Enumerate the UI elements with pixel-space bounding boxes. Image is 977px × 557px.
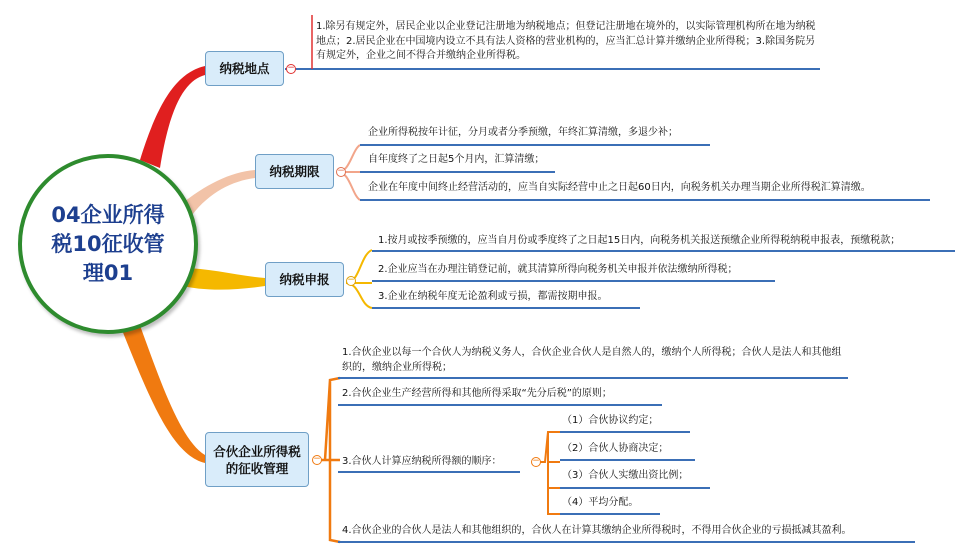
leaf-partnership-3: 3.合伙人计算应纳税所得额的顺序： [342,456,502,467]
leaf-order-1: （1）合伙协议约定； [562,415,659,426]
leaf-tax-period-1: 企业所得税按年计征，分月或者分季预缴，年终汇算清缴，多退少补； [368,127,678,138]
collapse-toggle-icon[interactable]: − [337,166,345,176]
topic-label: 纳税地点 [219,61,270,76]
topic-label: 纳税期限 [269,164,320,179]
collapse-toggle-icon[interactable]: − [313,454,321,464]
leaf-order-2: （2）合伙人协商决定； [562,443,669,454]
leaf-tax-period-2: 自年度终了之日起5个月内，汇算清缴； [368,154,545,165]
topic-tax-filing[interactable] [265,262,344,297]
collapse-toggle-icon[interactable]: − [347,275,355,285]
leaf-partnership-4: 4.合伙企业的合伙人是法人和其他组织的，合伙人在计算其缴纳企业所得税时，不得用合伙企业的亏损抵减其盈利。 [342,525,852,536]
topic-partnership[interactable] [205,432,309,487]
leaf-tax-filing-3: 3.企业在纳税年度无论盈利或亏损，都需按期申报。 [378,291,608,302]
leaf-tax-location-1: 1.除另有规定外，居民企业以企业登记注册地为纳税地点；但登记注册地在境外的，以实际管理机构所在地为纳税地点；2.居民企业在中国境内设立不具有法人资格的营业机构的，应当汇总计算并缴纳企业所得税；3.除国务院另有规定外，企业之间不得合并缴纳企业所得税。 [316,21,816,61]
collapse-toggle-icon[interactable]: − [287,63,295,73]
topic-tax-period[interactable] [255,154,334,189]
leaf-partnership-1: 1.合伙企业以每一个合伙人为纳税义务人，合伙企业合伙人是自然人的，缴纳个人所得税；合伙人是法人和其他组织的，缴纳企业所得税； [342,347,842,373]
leaf-order-4: （4）平均分配。 [562,497,639,508]
central-topic[interactable] [18,154,198,334]
branch-connector-4 [120,320,205,463]
leaf-tax-filing-2: 2.企业应当在办理注销登记前，就其清算所得向税务机关申报并依法缴纳所得税； [378,264,738,275]
leaf-tax-filing-1: 1.按月或按季预缴的，应当自月份或季度终了之日起15日内，向税务机关报送预缴企业所得税纳税申报表，预缴税款； [378,235,901,246]
collapse-toggle-icon[interactable]: − [532,456,540,466]
branch-connector-1 [140,66,205,168]
topic-tax-location[interactable] [205,51,284,86]
topic-label: 合伙企业所得税的征收管理 [213,443,301,476]
central-topic-title: 04企业所得税10征收管理01 [51,202,165,285]
leaf-order-3: （3）合伙人实缴出资比例； [562,470,689,481]
topic-label: 纳税申报 [279,272,330,287]
leaf-tax-period-3: 企业在年度中间终止经营活动的，应当自实际经营中止之日起60日内，向税务机关办理当期企业所得税汇算清缴。 [368,182,871,193]
leaf-partnership-2: 2.合伙企业生产经营所得和其他所得采取“先分后税”的原则； [342,388,612,399]
branch-connector-2 [180,170,255,215]
